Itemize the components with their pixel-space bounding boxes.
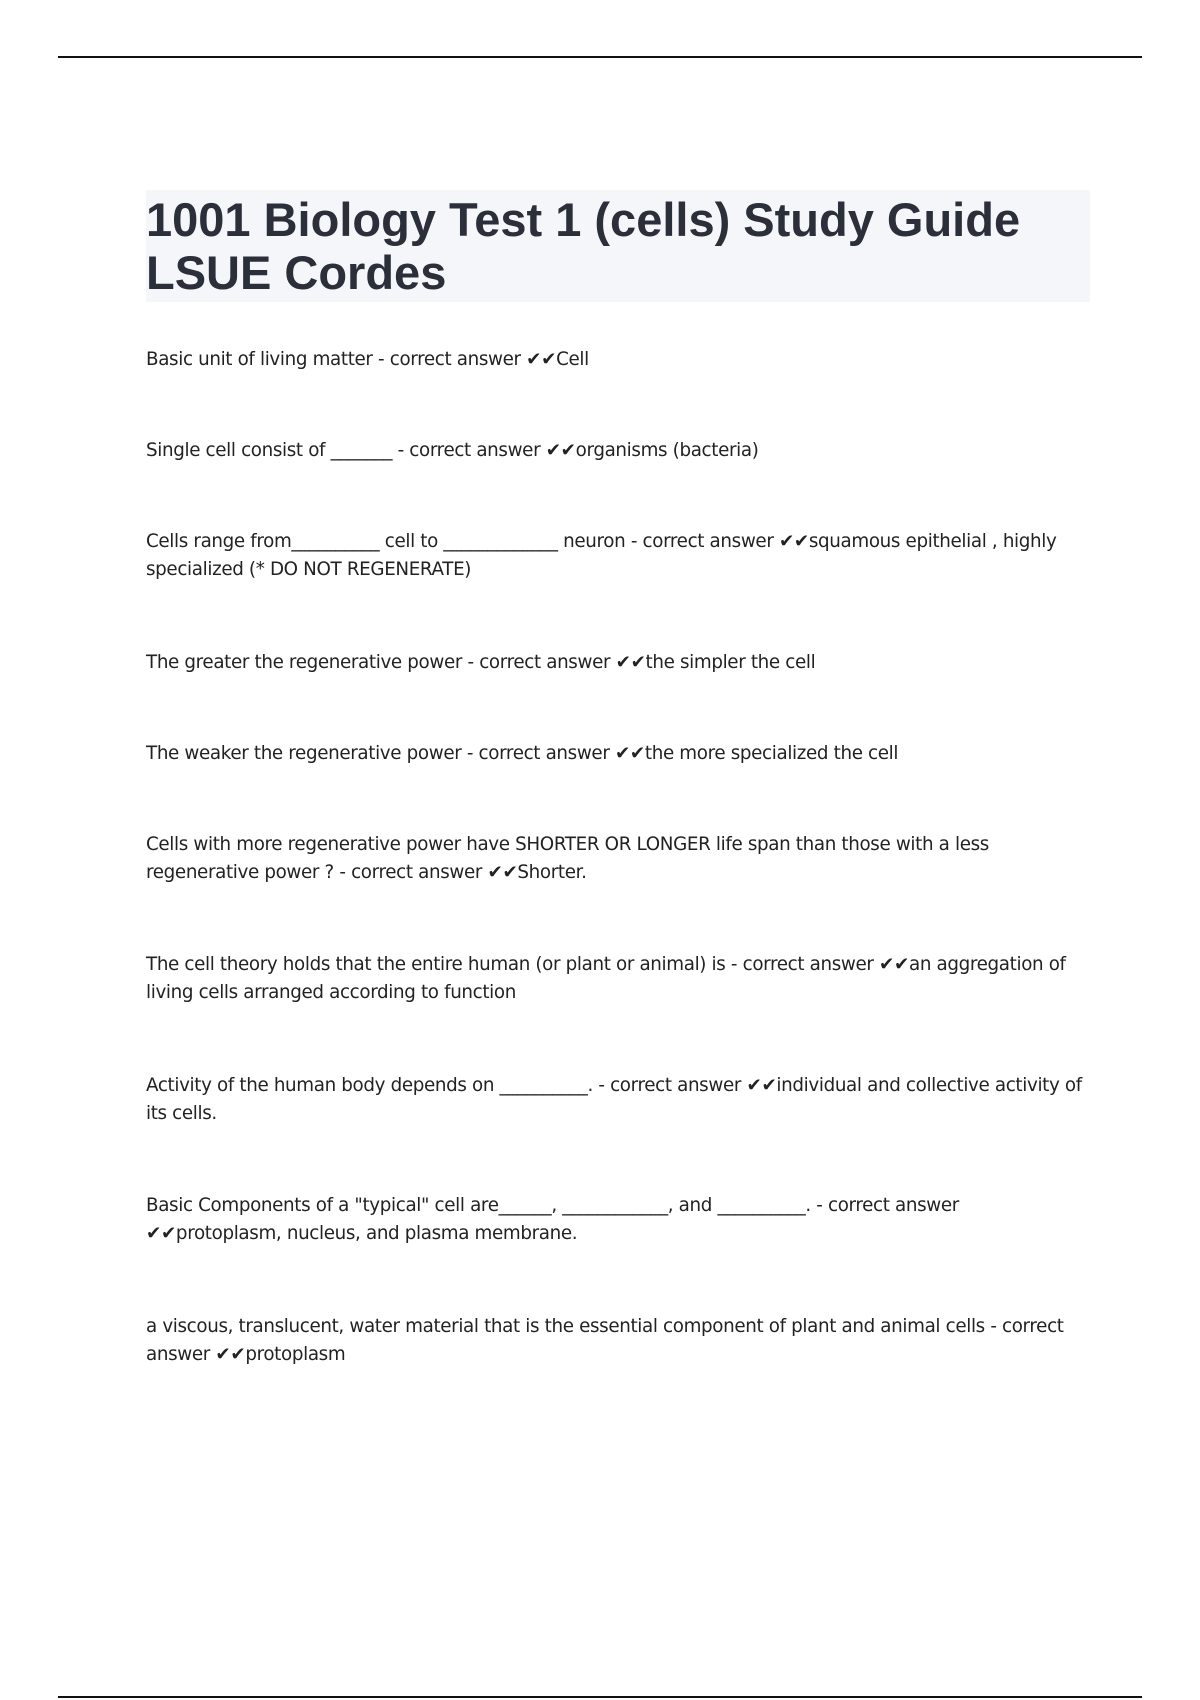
- header-rule: [58, 56, 1142, 58]
- qa-item: Basic Components of a "typical" cell are______, ____________, and __________. - correct answer ✔✔protoplasm, nucleus, and plasma membrane.: [146, 1195, 959, 1244]
- document-title: 1001 Biology Test 1 (cells) Study Guide LSUE Cordes: [146, 193, 1021, 299]
- qa-item: Cells with more regenerative power have SHORTER OR LONGER life span than those with a less regenerative power ? - correct answer ✔✔Shorter.: [146, 834, 989, 883]
- qa-item: Single cell consist of _______ - correct answer ✔✔organisms (bacteria): [146, 440, 759, 461]
- qa-item: a viscous, translucent, water material that is the essential component of plant and animal cells - correct answer ✔✔protoplasm: [146, 1316, 1064, 1365]
- qa-item: Activity of the human body depends on __________. - correct answer ✔✔individual and collective activity of its cells.: [146, 1075, 1082, 1124]
- qa-item: Basic unit of living matter - correct answer ✔✔Cell: [146, 349, 589, 370]
- qa-item: The cell theory holds that the entire human (or plant or animal) is - correct answer ✔✔an aggregation of living cells arranged according to function: [146, 954, 1066, 1003]
- qa-item: The weaker the regenerative power - correct answer ✔✔the more specialized the cell: [146, 743, 899, 764]
- qa-item: The greater the regenerative power - correct answer ✔✔the simpler the cell: [146, 652, 816, 673]
- footer-rule: [58, 1696, 1142, 1698]
- qa-item: Cells range from__________ cell to _____________ neuron - correct answer ✔✔squamous epithelial , highly specialized (* DO NOT REGENERATE): [146, 531, 1057, 580]
